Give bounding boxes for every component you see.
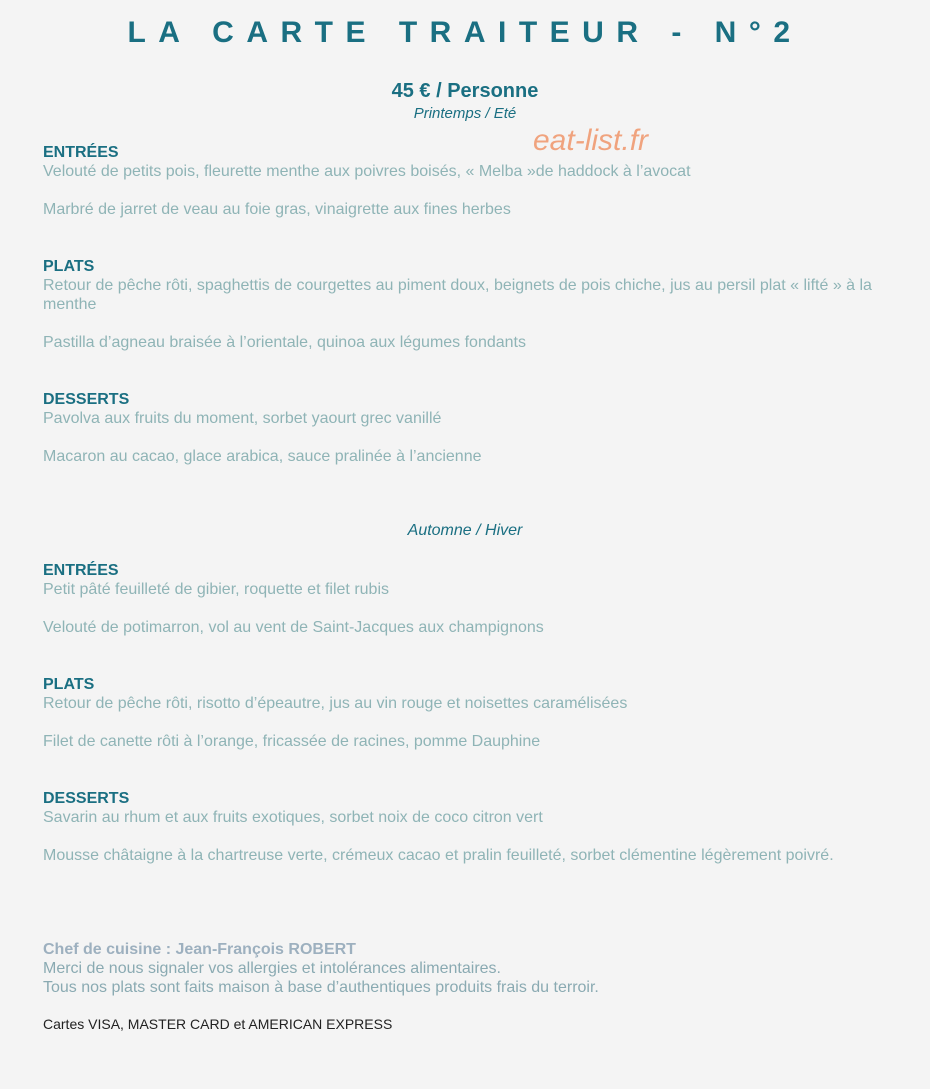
- accepted-cards: Cartes VISA, MASTER CARD et AMERICAN EXPRESS: [43, 1016, 393, 1032]
- menu-item: Macaron au cacao, glace arabica, sauce pralinée à l’ancienne: [43, 448, 482, 465]
- menu-item: Velouté de potimarron, vol au vent de Saint-Jacques aux champignons: [43, 619, 544, 636]
- menu-item: Mousse châtaigne à la chartreuse verte, crémeux cacao et pralin feuilleté, sorbet clémentine légèrement poivré.: [43, 847, 834, 864]
- section-heading-desserts: DESSERTS: [43, 391, 130, 408]
- season-autumn-winter: Automne / Hiver: [407, 522, 523, 539]
- section-heading-entrees: ENTRÉES: [43, 144, 119, 161]
- watermark: eat-list.fr: [533, 124, 649, 157]
- menu-item: Filet de canette rôti à l’orange, fricassée de racines, pomme Dauphine: [43, 733, 541, 750]
- section-heading-plats: PLATS: [43, 676, 95, 693]
- menu-item: Pastilla d’agneau braisée à l’orientale, quinoa aux légumes fondants: [43, 334, 526, 351]
- section-heading-desserts: DESSERTS: [43, 790, 130, 807]
- section-heading-entrees: ENTRÉES: [43, 562, 119, 579]
- season-spring-summer: Printemps / Eté: [413, 105, 517, 122]
- allergy-note: Merci de nous signaler vos allergies et intolérances alimentaires.: [43, 960, 501, 977]
- menu-item: Retour de pêche rôti, risotto d’épeautre, jus au vin rouge et noisettes caramélisées: [43, 695, 628, 712]
- menu-item: Savarin au rhum et aux fruits exotiques, sorbet noix de coco citron vert: [43, 809, 543, 826]
- menu-item: Petit pâté feuilleté de gibier, roquette et filet rubis: [43, 581, 389, 598]
- price-per-person: 45 € / Personne: [391, 80, 539, 102]
- menu-item: Retour de pêche rôti, spaghettis de courgettes au piment doux, beignets de pois chiche, jus au persil plat « lifté » à la menthe: [43, 277, 872, 313]
- menu-item: Velouté de petits pois, fleurette menthe aux poivres boisés, « Melba »de haddock à l’avocat: [43, 163, 691, 180]
- chef-name: Chef de cuisine : Jean-François ROBERT: [43, 941, 356, 958]
- menu-item: Pavolva aux fruits du moment, sorbet yaourt grec vanillé: [43, 410, 442, 427]
- menu-item: Marbré de jarret de veau au foie gras, vinaigrette aux fines herbes: [43, 201, 511, 218]
- menu-title: LA CARTE TRAITEUR - N°2: [127, 16, 803, 49]
- homemade-note: Tous nos plats sont faits maison à base d’authentiques produits frais du terroir.: [43, 979, 599, 996]
- section-heading-plats: PLATS: [43, 258, 95, 275]
